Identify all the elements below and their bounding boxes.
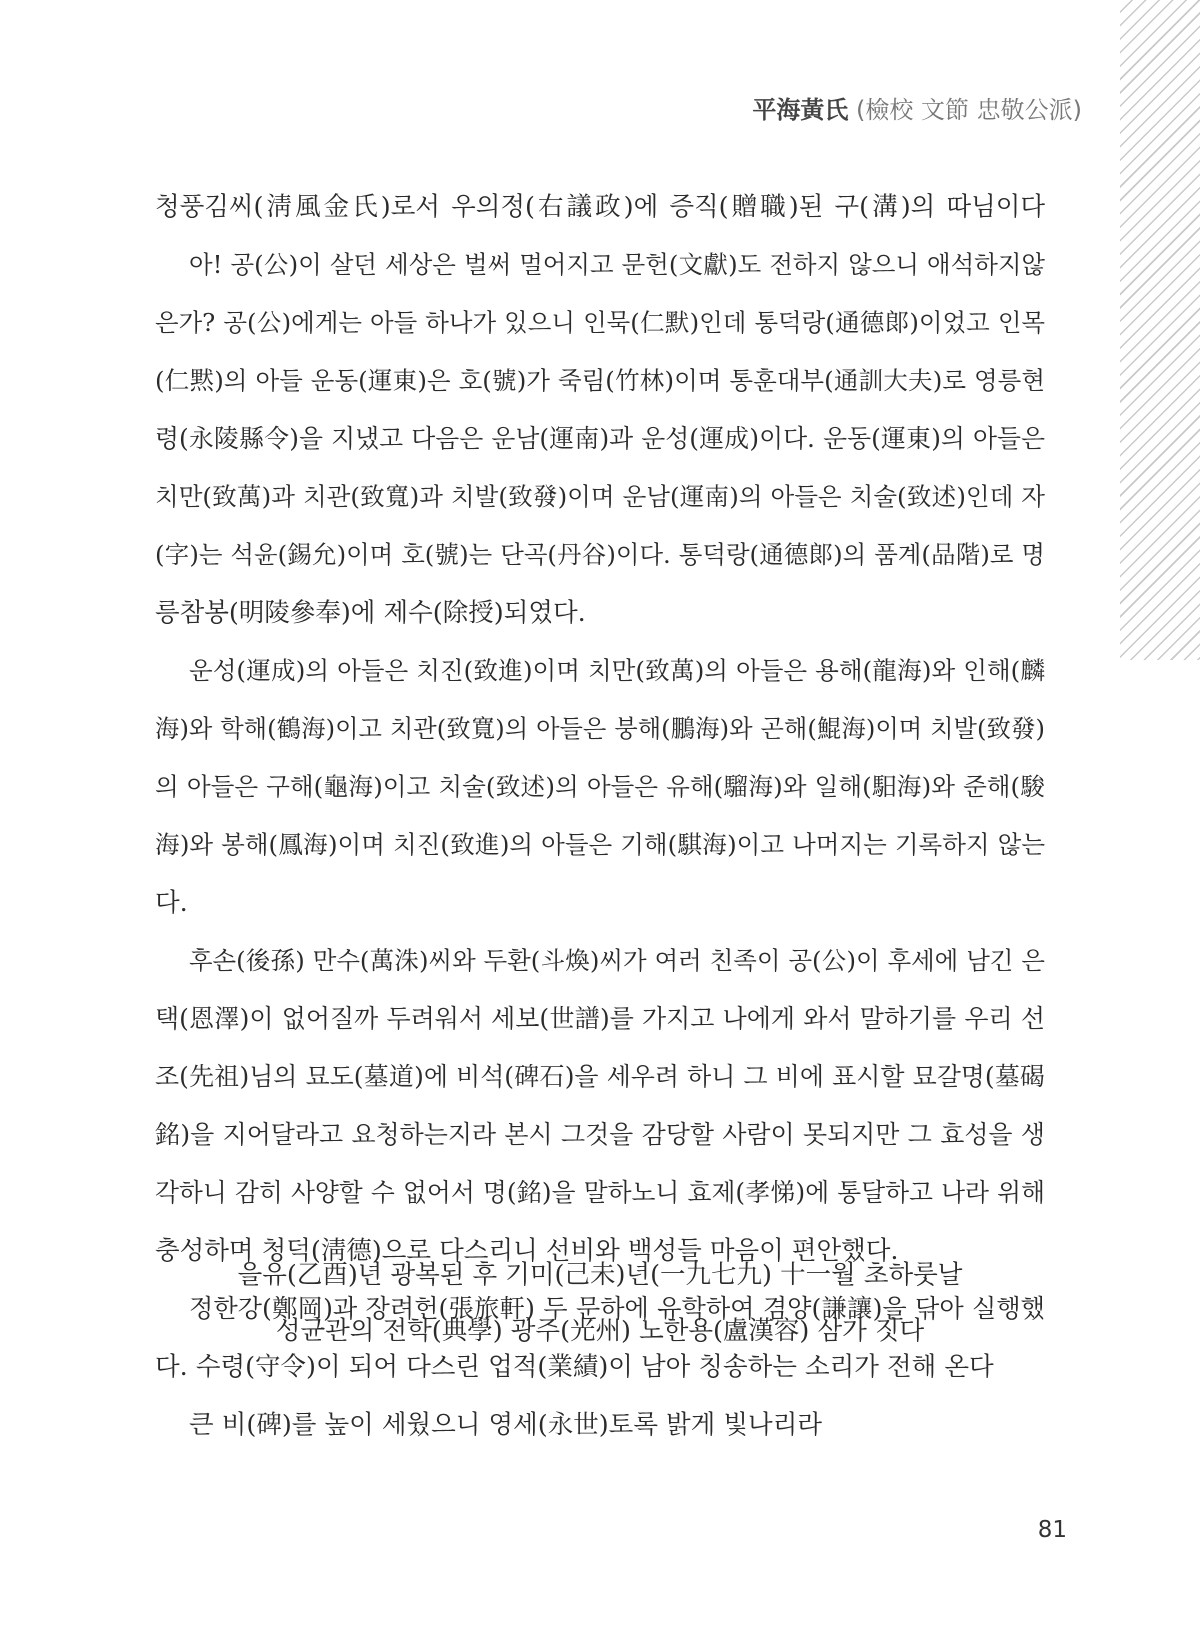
text-line: 海)와 봉해(鳳海)이며 치진(致進)의 아들은 기해(騏海)이고 나머지는 기록하지 않는 <box>155 830 1045 859</box>
text-line: (字)는 석윤(錫允)이며 호(號)는 단곡(丹谷)이다. 통덕랑(通德郞)의 품계(品階)로 명 <box>155 540 1045 569</box>
text-line: 치만(致萬)과 치관(致寬)과 치발(致發)이며 운남(運南)의 아들은 치술(致述)인데 자 <box>155 482 1045 511</box>
text-line: 청풍김씨(淸風金氏)로서 우의정(右議政)에 증직(贈職)된 구(溝)의 따님이다 <box>155 192 1045 222</box>
text-line: 정한강(鄭岡)과 장려헌(張旅軒) 두 문하에 유학하여 겸양(謙讓)을 닦아 실행했 <box>189 1294 1045 1323</box>
text-line: 다. <box>155 888 188 918</box>
text-line: 충성하며 청덕(淸德)으로 다스리니 선비와 백성들 마음이 편안했다. <box>155 1236 899 1266</box>
header-subtitle: (檢校 文節 忠敬公派) <box>856 96 1082 124</box>
text-line: 택(恩澤)이 없어질까 두려워서 세보(世譜)를 가지고 나에게 와서 말하기를 우리 선 <box>155 1004 1045 1033</box>
text-line: 아! 공(公)이 살던 세상은 벌써 멀어지고 문헌(文獻)도 전하지 않으니 애석하지않 <box>189 250 1045 279</box>
text-line: 은가? 공(公)에게는 아들 하나가 있으니 인묵(仁默)인데 통덕랑(通德郞)이었고 인목 <box>155 308 1045 337</box>
text-line: 각하니 감히 사양할 수 없어서 명(銘)을 말하노니 효제(孝悌)에 통달하고 나라 위해 <box>155 1178 1045 1207</box>
signature-block <box>155 1247 1045 1359</box>
text-line: 海)와 학해(鶴海)이고 치관(致寬)의 아들은 붕해(鵬海)와 곤해(鯤海)이며 치발(致發) <box>155 714 1045 743</box>
running-header <box>752 90 1082 125</box>
signature-author: 성균관의 전학(典學) 광주(光州) 노한용(盧漢容) 삼가 짓다 <box>275 1316 925 1346</box>
text-line: 릉참봉(明陵參奉)에 제수(除授)되였다. <box>155 598 586 628</box>
text-line: 의 아들은 구해(龜海)이고 치술(致述)의 아들은 유해(騮海)와 일해(馹海)와 준해(駿 <box>155 772 1045 801</box>
text-line: 큰 비(碑)를 높이 세웠으니 영세(永世)토록 밝게 빛나리라 <box>189 1410 822 1440</box>
text-line: 운성(運成)의 아들은 치진(致進)이며 치만(致萬)의 아들은 용해(龍海)와 인해(麟 <box>189 656 1045 685</box>
page-number: 81 <box>1037 1517 1067 1543</box>
text-line: 조(先祖)님의 묘도(墓道)에 비석(碑石)을 세우려 하니 그 비에 표시할 묘갈명(墓碣 <box>155 1062 1045 1091</box>
text-line: 후손(後孫) 만수(萬洙)씨와 두환(斗煥)씨가 여러 친족이 공(公)이 후세에 남긴 은 <box>189 946 1045 975</box>
signature-date: 을유(乙酉)년 광복된 후 기미(己未)년(一九七九) 十一월 초하룻날 <box>237 1260 963 1290</box>
text-line: 銘)을 지어달라고 요청하는지라 본시 그것을 감당할 사람이 못되지만 그 효성을 생 <box>155 1120 1045 1149</box>
decorative-hatch-band <box>1120 0 1200 660</box>
text-line: 령(永陵縣令)을 지냈고 다음은 운남(運南)과 운성(運成)이다. 운동(運東)의 아들은 <box>155 424 1045 453</box>
text-line: (仁黙)의 아들 운동(運東)은 호(號)가 죽림(竹林)이며 통훈대부(通訓大夫)로 영릉현 <box>155 366 1045 395</box>
header-title: 平海黃氏 <box>752 96 849 124</box>
text-line: 다. 수령(守令)이 되어 다스린 업적(業績)이 남아 칭송하는 소리가 전해 온다 <box>155 1352 994 1382</box>
